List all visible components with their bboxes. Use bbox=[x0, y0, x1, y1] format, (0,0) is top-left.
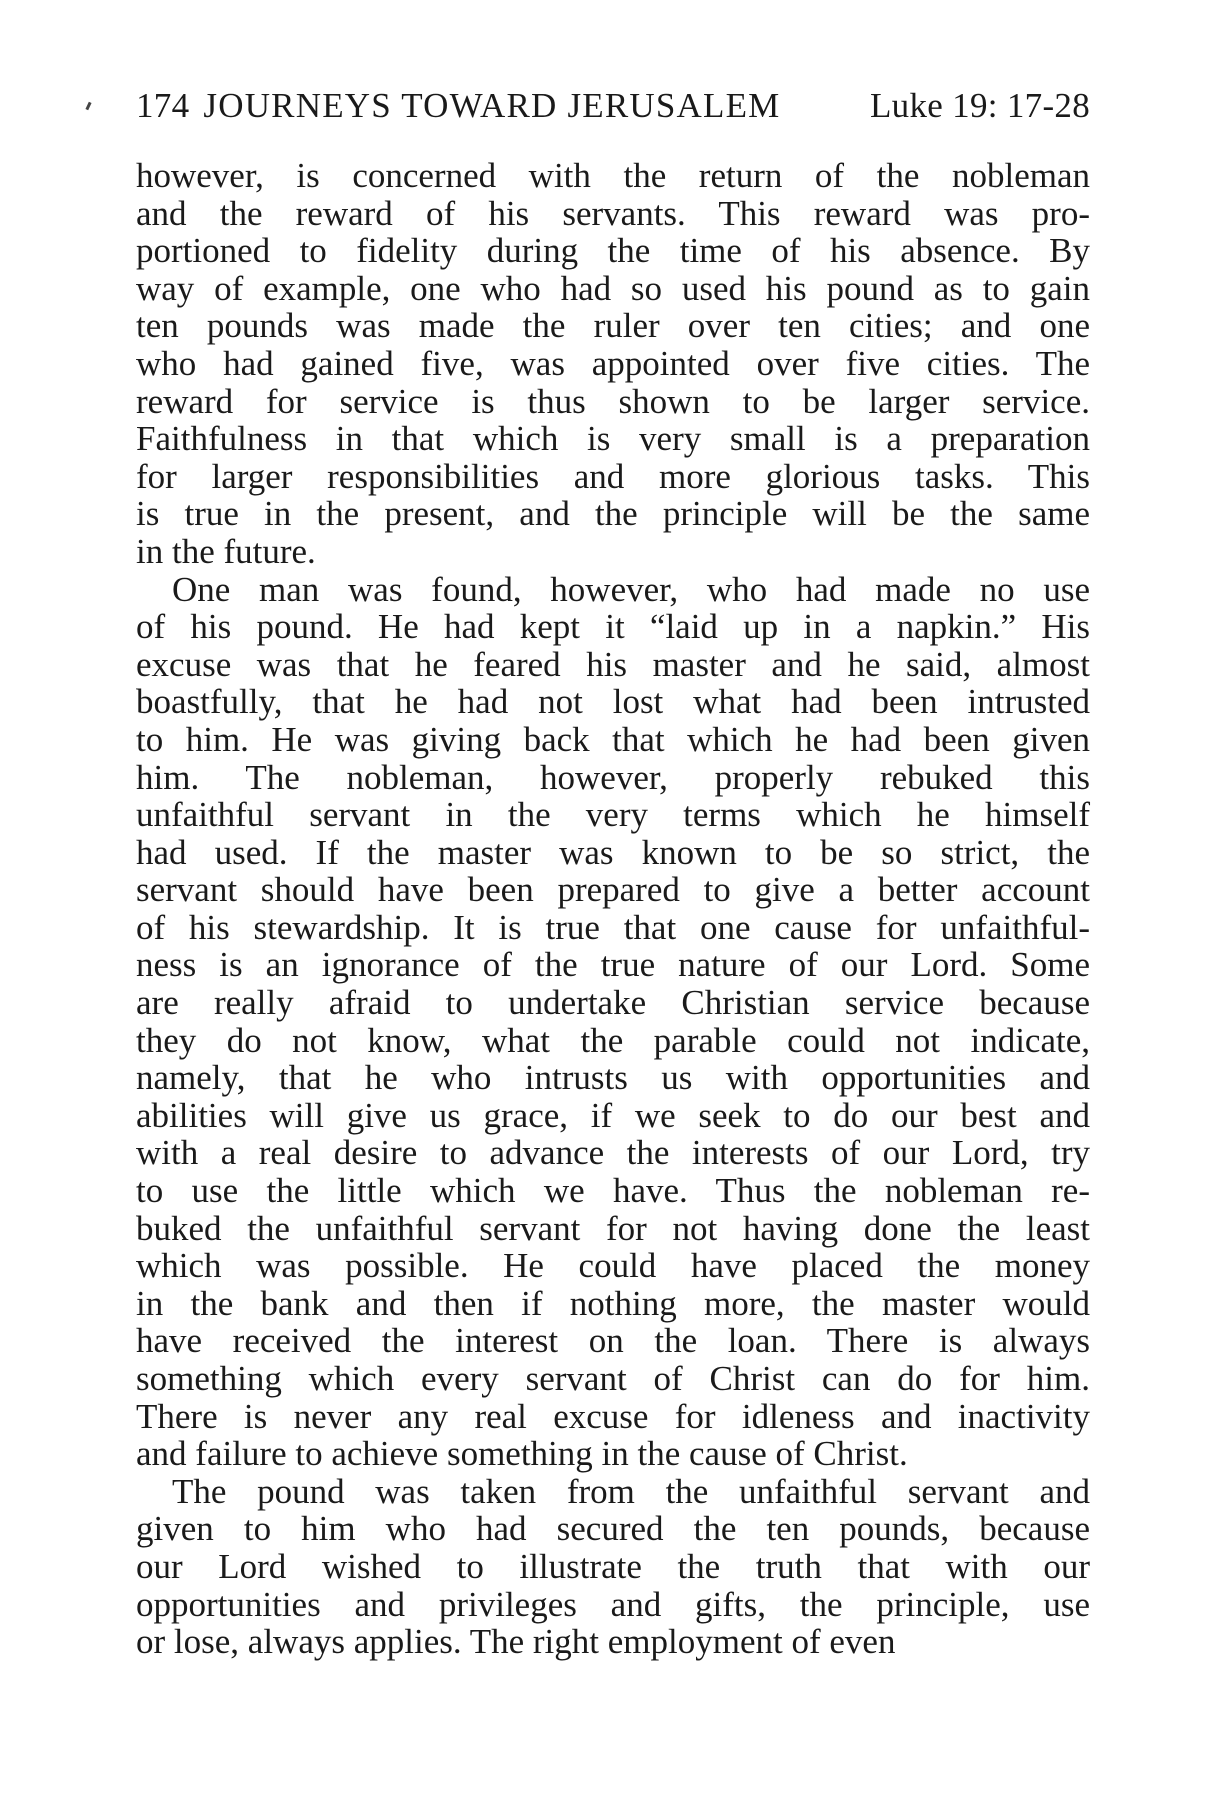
body-text bbox=[136, 157, 1090, 1661]
text-line: who had gained five, was appointed over five cities. The bbox=[136, 343, 1090, 383]
text-line: portioned to fidelity during the time of his absence. By bbox=[136, 231, 1090, 271]
text-line: they do not know, what the parable could not indicate, bbox=[136, 1020, 1090, 1060]
text-line: had used. If the master was known to be so strict, the bbox=[136, 832, 1090, 872]
text-line: of his stewardship. It is true that one cause for unfaithful- bbox=[136, 907, 1090, 947]
text-line: servant should have been prepared to give a better account bbox=[136, 870, 1090, 910]
text-line: him. The nobleman, however, properly rebuked this bbox=[136, 757, 1090, 797]
text-line: way of example, one who had so used his pound as to gain bbox=[136, 268, 1090, 308]
text-line: and failure to achieve something in the cause of Christ. bbox=[136, 1434, 908, 1474]
text-line: excuse was that he feared his master and he said, almost bbox=[136, 644, 1090, 684]
page-number: 174 bbox=[136, 86, 190, 125]
text-line: or lose, always applies. The right employment of even bbox=[136, 1622, 896, 1662]
margin-mark bbox=[85, 102, 91, 111]
paragraph bbox=[136, 1473, 1090, 1661]
text-line: There is never any real excuse for idleness and inactivity bbox=[136, 1396, 1090, 1436]
text-line: reward for service is thus shown to be larger service. bbox=[136, 381, 1090, 421]
text-line: Faithfulness in that which is very small is a preparation bbox=[136, 419, 1090, 459]
text-line: The pound was taken from the unfaithful servant and bbox=[172, 1471, 1090, 1511]
text-line: is true in the present, and the principle will be the same bbox=[136, 494, 1090, 534]
paragraph bbox=[136, 157, 1090, 571]
text-line: for larger responsibilities and more glorious tasks. This bbox=[136, 456, 1090, 496]
text-line: ness is an ignorance of the true nature of our Lord. Some bbox=[136, 945, 1090, 985]
text-line: of his pound. He had kept it “laid up in a napkin.” His bbox=[136, 607, 1090, 647]
paragraph bbox=[136, 571, 1090, 1473]
text-line: to him. He was giving back that which he had been given bbox=[136, 719, 1090, 759]
text-line: ten pounds was made the ruler over ten cities; and one bbox=[136, 306, 1090, 346]
text-line: given to him who had secured the ten pounds, because bbox=[136, 1509, 1090, 1549]
text-line: opportunities and privileges and gifts, the principle, use bbox=[136, 1584, 1090, 1624]
text-line: are really afraid to undertake Christian service because bbox=[136, 983, 1090, 1023]
text-line: One man was found, however, who had made no use bbox=[172, 569, 1090, 609]
text-line: abilities will give us grace, if we seek to do our best and bbox=[136, 1095, 1090, 1135]
text-line: have received the interest on the loan. There is always bbox=[136, 1321, 1090, 1361]
text-line: boastfully, that he had not lost what had been intrusted bbox=[136, 682, 1090, 722]
text-line: namely, that he who intrusts us with opportunities and bbox=[136, 1058, 1090, 1098]
scripture-reference: Luke 19: 17-28 bbox=[870, 86, 1090, 125]
text-line: however, is concerned with the return of the nobleman bbox=[136, 156, 1090, 195]
text-line: unfaithful servant in the very terms which he himself bbox=[136, 795, 1090, 835]
text-line: in the future. bbox=[136, 531, 316, 571]
running-header bbox=[136, 86, 1090, 130]
text-line: and the reward of his servants. This reward was pro- bbox=[136, 193, 1090, 233]
text-line: with a real desire to advance the interests of our Lord, try bbox=[136, 1133, 1090, 1173]
text-line: in the bank and then if nothing more, the master would bbox=[136, 1283, 1090, 1323]
running-title: JOURNEYS TOWARD JERUSALEM bbox=[203, 86, 781, 125]
text-line: our Lord wished to illustrate the truth that with our bbox=[136, 1546, 1090, 1586]
text-line: which was possible. He could have placed the money bbox=[136, 1246, 1090, 1286]
text-line: to use the little which we have. Thus the nobleman re- bbox=[136, 1171, 1090, 1211]
text-line: buked the unfaithful servant for not having done the least bbox=[136, 1208, 1090, 1248]
text-line: something which every servant of Christ can do for him. bbox=[136, 1359, 1090, 1398]
